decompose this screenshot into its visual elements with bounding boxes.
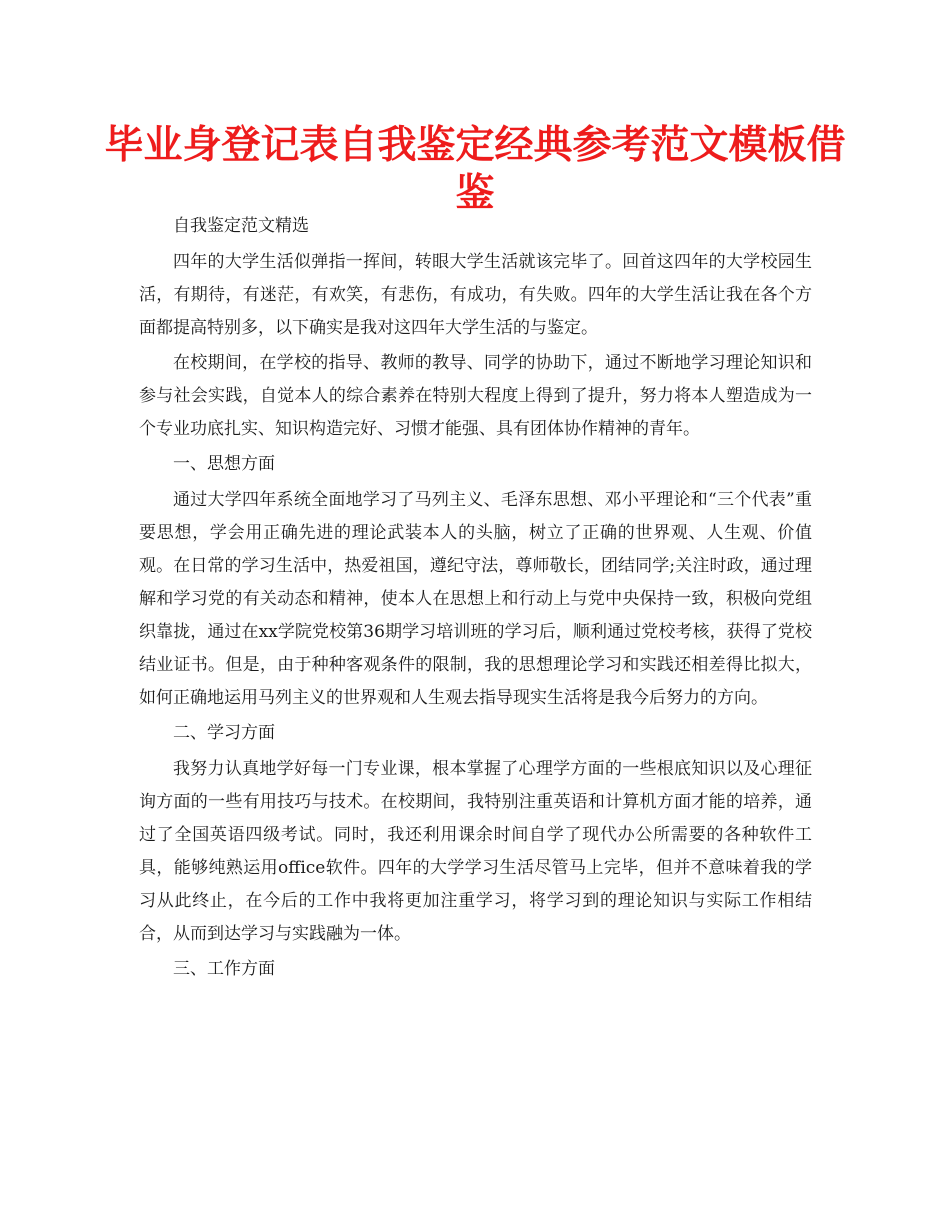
section-paragraph-study: 我努力认真地学好每一门专业课，根本掌握了心理学方面的一些根底知识以及心理征询方面的一些有用技巧与技术。在校期间，我特别注重英语和计算机方面才能的培养，通过了全国英语四级考试。同时，我还利用课余时间自学了现代办公所需要的各种软件工具，能够纯熟运用office软件。四年的大学学习生活尽管马上完毕，但并不意味着我的学习从此终止，在今后的工作中我将更加注重学习，将学习到的理论知识与实际工作相结合，从而到达学习与实践融为一体。 — [139, 759, 812, 944]
intro-paragraph-1: 四年的大学生活似弹指一挥间，转眼大学生活就该完毕了。回首这四年的大学校园生活，有期待，有迷茫，有欢笑，有悲伤，有成功，有失败。四年的大学生活让我在各个方面都提高特别多，以下确实是我对这四年大学生活的与鉴定。 — [139, 252, 812, 338]
document-body — [139, 210, 812, 989]
section-heading-work: 三、工作方面 — [173, 959, 275, 979]
section-heading-study: 二、学习方面 — [173, 723, 275, 743]
subtitle: 自我鉴定范文精选 — [173, 216, 309, 236]
document-title: 毕业身登记表自我鉴定经典参考范文模板借鉴 — [104, 123, 846, 216]
section-heading-thought: 一、思想方面 — [173, 454, 275, 474]
section-paragraph-thought: 通过大学四年系统全面地学习了马列主义、毛泽东思想、邓小平理论和“三个代表”重要思想，学会用正确先进的理论武装本人的头脑，树立了正确的世界观、人生观、价值观。在日常的学习生活中，热爱祖国，遵纪守法，尊师敬长，团结同学;关注时政，通过理解和学习党的有关动态和精神，使本人在思想上和行动上与党中央保持一致，积极向党组织靠拢，通过在xx学院党校第36期学习培训班的学习后，顺利通过党校考核，获得了党校结业证书。但是，由于种种客观条件的限制，我的思想理论学习和实践还相差得比拟大，如何正确地运用马列主义的世界观和人生观去指导现实生活将是我今后努力的方向。 — [139, 490, 812, 708]
intro-paragraph-2: 在校期间，在学校的指导、教师的教导、同学的协助下，通过不断地学习理论知识和参与社会实践，自觉本人的综合素养在特别大程度上得到了提升，努力将本人塑造成为一个专业功底扎实、知识构造完好、习惯才能强、具有团体协作精神的青年。 — [139, 353, 812, 439]
